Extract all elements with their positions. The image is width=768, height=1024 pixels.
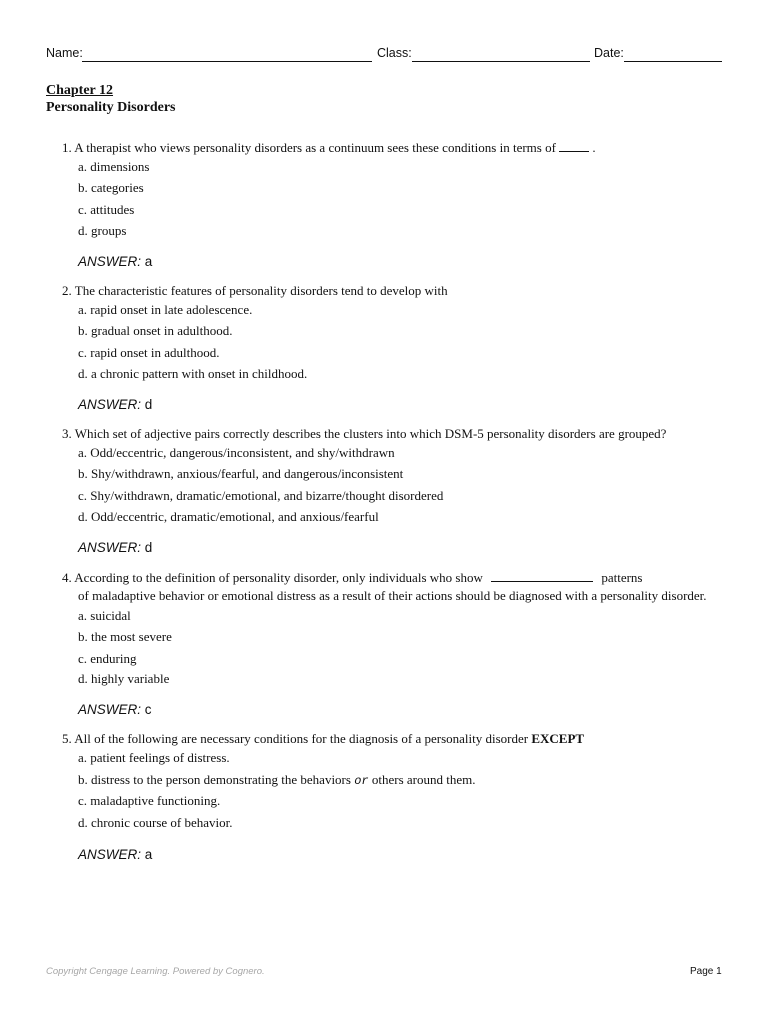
option-d: d. Odd/eccentric, dramatic/emotional, and anxious/fearful: [78, 509, 379, 524]
question-stem-continued: of maladaptive behavior or emotional distress as a result of their actions should be diagnosed with a personality disorder.: [78, 588, 707, 603]
student-info-header: [46, 46, 724, 66]
option-c: c. attitudes: [78, 202, 135, 217]
option-d: d. a chronic pattern with onset in childhood.: [78, 366, 308, 381]
answer-label: ANSWER:: [78, 847, 142, 862]
option-a: a. Odd/eccentric, dangerous/inconsistent, and shy/withdrawn: [78, 445, 395, 460]
option-b: b. the most severe: [78, 629, 172, 644]
answer-value: a: [144, 847, 153, 862]
option-c: c. enduring: [78, 651, 137, 666]
answer-value: c: [144, 702, 152, 717]
question-stem: 2. The characteristic features of personality disorders tend to develop with: [62, 283, 448, 298]
page-number: Page 1: [690, 966, 722, 977]
chapter-title: Personality Disorders: [46, 100, 176, 115]
answer-label: ANSWER:: [78, 540, 142, 555]
question-stem: 5. All of the following are necessary conditions for the diagnosis of a personality disorder EXCEPT: [62, 731, 585, 746]
option-d: d. groups: [78, 223, 127, 238]
option-d: d. highly variable: [78, 671, 170, 686]
chapter-heading: [46, 82, 175, 116]
option-b: b. categories: [78, 180, 144, 195]
option-a: a. patient feelings of distress.: [78, 750, 230, 765]
answer-line: [78, 254, 152, 269]
answer-value: d: [144, 540, 153, 555]
option-c: c. maladaptive functioning.: [78, 793, 221, 808]
answer-value: a: [144, 254, 153, 269]
class-field[interactable]: [412, 61, 590, 62]
answer-label: ANSWER:: [78, 702, 142, 717]
option-b: b. gradual onset in adulthood.: [78, 323, 233, 338]
answer-line: [78, 540, 152, 555]
chapter-number: Chapter 12: [46, 83, 114, 98]
option-b: b. distress to the person demonstrating the behaviors or others around them.: [78, 772, 476, 788]
option-c: c. Shy/withdrawn, dramatic/emotional, and bizarre/thought disordered: [78, 488, 444, 503]
option-a: a. rapid onset in late adolescence.: [78, 302, 253, 317]
name-field[interactable]: [82, 61, 372, 62]
except-keyword: EXCEPT: [531, 731, 585, 746]
question-stem: 1. A therapist who views personality disorders as a continuum sees these conditions in terms of .: [62, 140, 596, 155]
option-c: c. rapid onset in adulthood.: [78, 345, 220, 360]
option-a: a. suicidal: [78, 608, 131, 623]
date-label: Date:: [594, 46, 624, 60]
question-stem: 4. According to the definition of personality disorder, only individuals who show patterns: [62, 570, 643, 585]
answer-label: ANSWER:: [78, 397, 142, 412]
option-b: b. Shy/withdrawn, anxious/fearful, and dangerous/inconsistent: [78, 466, 404, 481]
copyright-footer: Copyright Cengage Learning. Powered by Cognero.: [46, 966, 265, 977]
answer-label: ANSWER:: [78, 254, 142, 269]
date-field[interactable]: [624, 61, 722, 62]
class-label: Class:: [377, 46, 412, 60]
answer-line: [78, 847, 152, 862]
answer-line: [78, 397, 152, 412]
or-emphasis: or: [354, 774, 369, 788]
option-a: a. dimensions: [78, 159, 150, 174]
question-stem: 3. Which set of adjective pairs correctly describes the clusters into which DSM-5 personality disorders are grouped?: [62, 426, 667, 441]
option-d: d. chronic course of behavior.: [78, 815, 233, 830]
answer-value: d: [144, 397, 153, 412]
answer-line: [78, 702, 152, 717]
name-label: Name:: [46, 46, 83, 60]
answer-blank: [559, 141, 589, 152]
answer-blank: [491, 571, 593, 582]
